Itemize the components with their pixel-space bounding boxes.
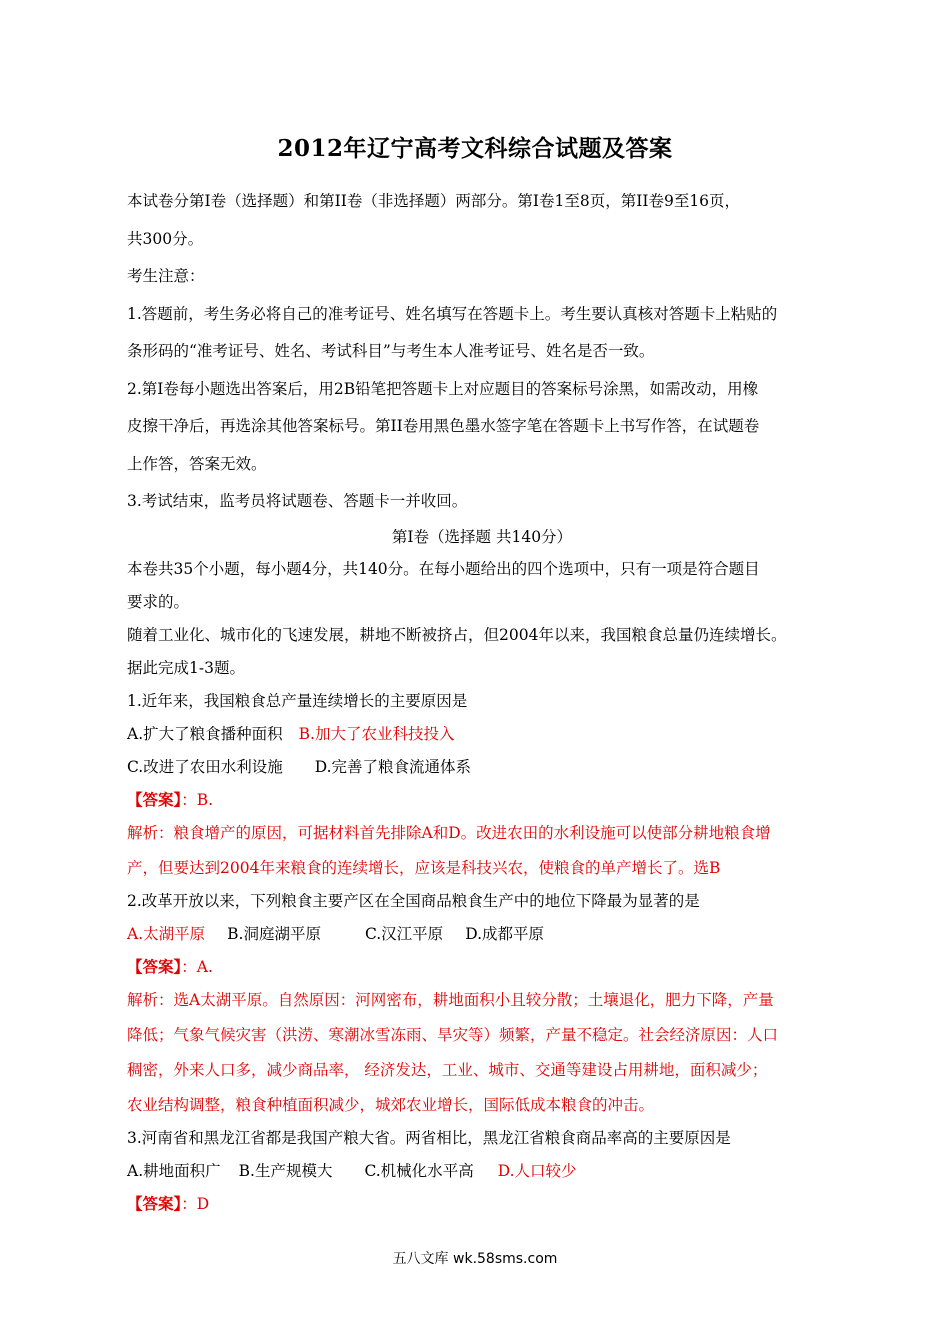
page-footer: 五八文库 wk.58sms.com xyxy=(392,1251,558,1267)
section-desc-line: 要求的。 xyxy=(127,592,190,611)
analysis-line: 产，但要达到2004年来粮食的连续增长，应该是科技兴农，使粮食的单产增长了。选B xyxy=(127,858,721,877)
analysis-line: 稠密，外来人口多，减少商品率， 经济发达，工业、城市、交通等建设占用耕地，面积减少； xyxy=(127,1060,768,1079)
question-1-options-row xyxy=(127,722,837,755)
option-d-correct: D.人口较少 xyxy=(497,1161,577,1180)
intro-line: 本试卷分第I卷（选择题）和第II卷（非选择题）两部分。第I卷1至8页，第II卷9至16页， xyxy=(127,192,741,210)
answer-line xyxy=(127,1192,837,1225)
material-line: 据此完成1-3题。 xyxy=(127,658,245,677)
option-c: C.机械化水平高 xyxy=(364,1161,474,1180)
question-1-stem: 1.近年来，我国粮食总产量连续增长的主要原因是 xyxy=(127,691,468,710)
notice-line: 条形码的“准考证号、姓名、考试科目”与考生本人准考证号、姓名是否一致。 xyxy=(127,342,655,360)
option-d: D.成都平原 xyxy=(465,924,545,943)
question-1-options-row xyxy=(127,755,837,788)
document-body xyxy=(127,188,837,1225)
option-a-correct: A.太湖平原 xyxy=(127,924,206,943)
notice-line: 3.考试结束，监考员将试题卷、答题卡一并收回。 xyxy=(127,492,468,510)
answer-label: 【答案】 xyxy=(127,956,182,976)
option-a: A.扩大了粮食播种面积 xyxy=(127,724,283,743)
notice-line: 1.答题前，考生务必将自己的准考证号、姓名填写在答题卡上。考生要认真核对答题卡上粘贴的 xyxy=(127,304,778,323)
notice-line: 上作答，答案无效。 xyxy=(127,454,267,473)
question-3-options-row xyxy=(127,1159,837,1192)
section-title: 第I卷（选择题 共140分） xyxy=(391,527,573,546)
section-desc-line: 本卷共35个小题，每小题4分，共140分。在每小题给出的四个选项中，只有一项是符合题目 xyxy=(127,559,760,578)
option-b: B.生产规模大 xyxy=(238,1161,333,1180)
answer-value: ：D xyxy=(181,1194,210,1213)
answer-value: ：B. xyxy=(181,790,214,809)
option-b: B.洞庭湖平原 xyxy=(227,924,321,943)
question-3-stem: 3.河南省和黑龙江省都是我国产粮大省。两省相比，黑龙江省粮食商品率高的主要原因是 xyxy=(127,1128,731,1147)
option-c: C.汉江平原 xyxy=(364,924,444,943)
analysis-line: 解析：粮食增产的原因，可据材料首先排除A和D。改进农田的水利设施可以使部分耕地粮食增 xyxy=(127,823,771,842)
option-d: D.完善了粮食流通体系 xyxy=(314,757,472,776)
page-title: 2012年辽宁高考文科综合试题及答案 xyxy=(277,135,673,162)
analysis-line: 农业结构调整，粮食种植面积减少，城郊农业增长，国际低成本粮食的冲击。 xyxy=(127,1095,655,1114)
analysis-line: 降低；气象气候灾害（洪涝、寒潮冰雪冻雨、旱灾等）频繁，产量不稳定。社会经济原因：人口 xyxy=(127,1025,779,1044)
answer-value: ：A. xyxy=(181,957,213,976)
question-2-options-row xyxy=(127,922,837,955)
notice-heading: 考生注意： xyxy=(127,267,205,285)
notice-line: 皮擦干净后，再选涂其他答案标号。第II卷用黑色墨水签字笔在答题卡上书写作答，在试题卷 xyxy=(127,417,760,435)
answer-line xyxy=(127,788,837,821)
answer-label: 【答案】 xyxy=(127,1193,182,1213)
question-2-stem: 2.改革开放以来，下列粮食主要产区在全国商品粮食生产中的地位下降最为显著的是 xyxy=(127,891,700,910)
notice-line: 2.第I卷每小题选出答案后，用2B铅笔把答题卡上对应题目的答案标号涂黑，如需改动，用橡 xyxy=(127,379,759,398)
material-line: 随着工业化、城市化的飞速发展，耕地不断被挤占，但2004年以来，我国粮食总量仍连续增长。 xyxy=(127,625,787,644)
option-c: C.改进了农田水利设施 xyxy=(127,757,283,776)
analysis-line: 解析：选A太湖平原。自然原因：河网密布，耕地面积小且较分散；土壤退化，肥力下降，产量 xyxy=(127,990,774,1009)
intro-line: 共300分。 xyxy=(127,229,204,248)
option-a: A.耕地面积广 xyxy=(127,1161,221,1180)
option-b-correct: B.加大了农业科技投入 xyxy=(298,724,455,743)
answer-line xyxy=(127,955,837,988)
answer-label: 【答案】 xyxy=(127,789,182,809)
